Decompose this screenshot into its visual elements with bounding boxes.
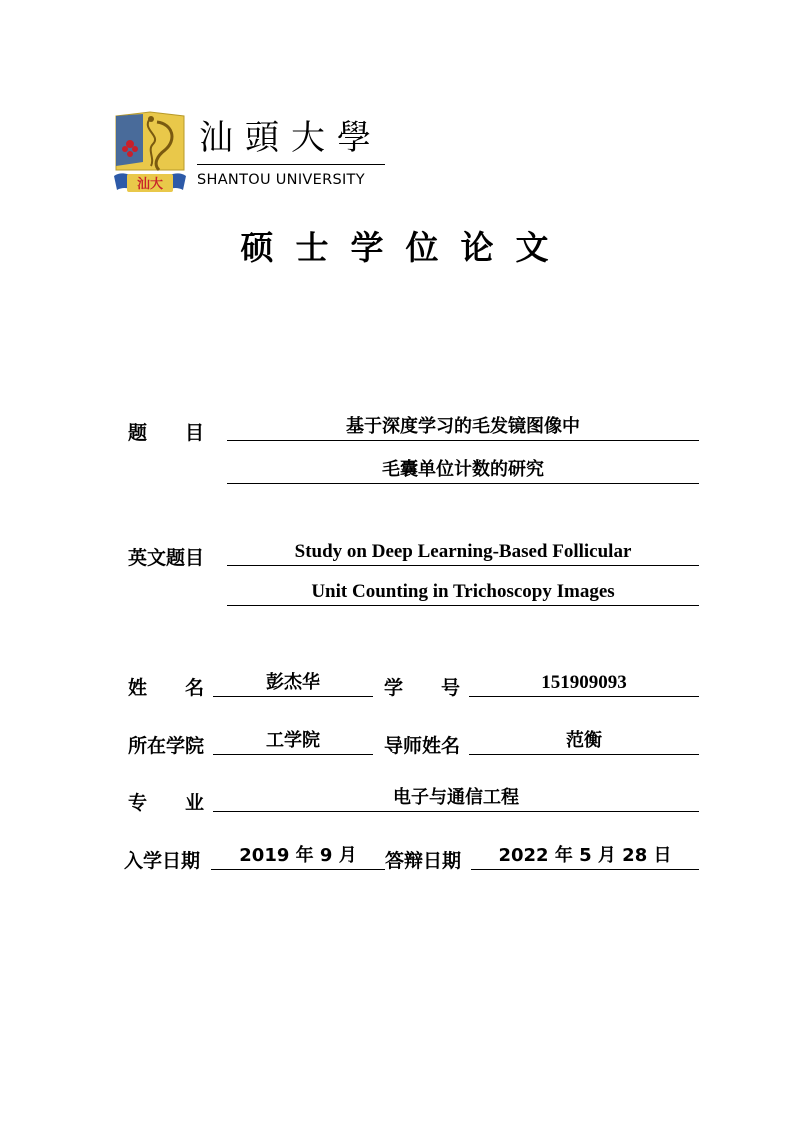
enroll-label: 入学日期: [124, 850, 201, 872]
advisor-value: 范衡: [469, 728, 699, 755]
emblem-text: 汕大: [136, 177, 164, 192]
student-id-value: 151909093: [469, 670, 699, 697]
title-line2: 毛囊单位计数的研究: [227, 457, 699, 484]
college-value: 工学院: [213, 728, 373, 755]
university-name-en: SHANTOU UNIVERSITY: [197, 172, 365, 188]
en-title-line1: Study on Deep Learning-Based Follicular: [227, 539, 699, 566]
title-line1: 基于深度学习的毛发镜图像中: [227, 414, 699, 441]
student-id-label: 学 号: [384, 677, 461, 699]
major-value: 电子与通信工程: [213, 785, 699, 812]
logo-divider: [197, 164, 385, 165]
en-title-label: 英文题目: [128, 547, 205, 569]
en-title-line2: Unit Counting in Trichoscopy Images: [227, 579, 699, 606]
shantou-emblem-icon: [113, 110, 187, 196]
name-label: 姓 名: [128, 677, 205, 699]
major-label: 专 业: [128, 792, 205, 814]
university-logo: [113, 110, 403, 198]
degree-title: 硕士学位论文: [240, 228, 571, 267]
advisor-label: 导师姓名: [384, 735, 461, 757]
defense-value: 2022 年 5 月 28 日: [471, 843, 699, 870]
enroll-value: 2019 年 9 月: [211, 843, 385, 870]
title-label: 题 目: [128, 422, 205, 444]
university-name-cn: 汕頭大學: [199, 118, 383, 158]
name-value: 彭杰华: [213, 670, 373, 697]
defense-label: 答辩日期: [385, 850, 462, 872]
college-label: 所在学院: [128, 735, 205, 757]
